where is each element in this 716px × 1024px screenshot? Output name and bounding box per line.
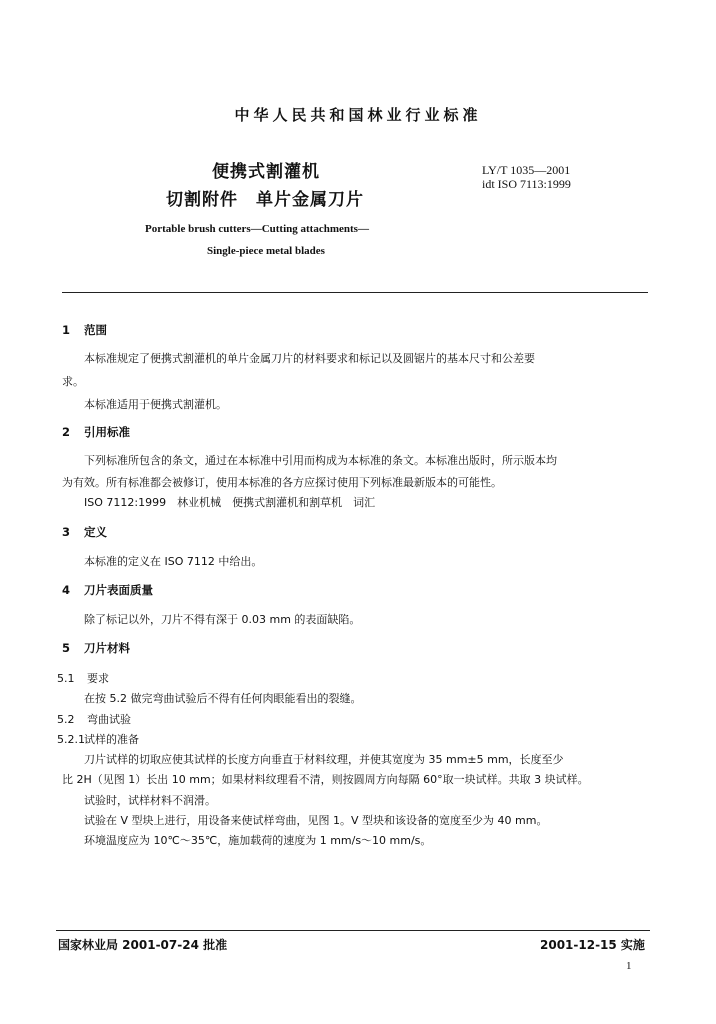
section-number: 1 [62, 323, 71, 337]
document-org-title: 中华人民共和国林业行业标准 [234, 106, 482, 124]
paragraph: 试验时，试样材料不润滑。 [84, 794, 216, 807]
paragraph: 刀片试样的切取应使其试样的长度方向垂直于材料纹理，并使其宽度为 35 mm±5 mm，长度至少 [84, 753, 564, 766]
subsection-title: 弯曲试验 [87, 713, 131, 726]
document-title-line1: 便携式割灌机 [212, 162, 320, 182]
section-number: 2 [62, 425, 71, 439]
paragraph: 下列标准所包含的条文，通过在本标准中引用而构成为本标准的条文。本标准出版时，所示版本均 [84, 454, 557, 467]
approval-date: 国家林业局 2001-07-24 批准 [58, 938, 228, 952]
section-number: 4 [62, 583, 71, 597]
subsection-5-1-heading [57, 670, 109, 686]
section-title: 定义 [84, 525, 107, 539]
section-1-heading [62, 322, 107, 338]
subsection-number: 5.2.1 [57, 733, 85, 746]
section-2-heading [62, 424, 130, 440]
subsection-number: 5.2 [57, 713, 75, 726]
subsection-5-2-heading [57, 711, 131, 727]
section-number: 3 [62, 525, 71, 539]
document-title-line2: 切割附件 单片金属刀片 [166, 190, 364, 210]
subsection-title: 试样的准备 [84, 733, 139, 746]
standard-number: LY/T 1035—2001 [482, 163, 571, 177]
paragraph: 试验在 V 型块上进行，用设备来使试样弯曲，见图 1。V 型块和该设备的宽度至少为 40 mm。 [84, 814, 548, 827]
paragraph: 为有效。所有标准都会被修订，使用本标准的各方应探讨使用下列标准最新版本的可能性。 [62, 476, 502, 489]
paragraph: 除了标记以外，刀片不得有深于 0.03 mm 的表面缺陷。 [84, 613, 361, 626]
standard-idt: idt ISO 7113:1999 [482, 177, 571, 191]
paragraph: 本标准的定义在 ISO 7112 中给出。 [84, 555, 263, 568]
paragraph: 比 2H（见图 1）长出 10 mm；如果材料纹理看不清，则按圆周方向每隔 60°取一块试样。共取 3 块试样。 [62, 773, 589, 786]
implementation-date: 2001-12-15 实施 [540, 938, 645, 952]
subsection-number: 5.1 [57, 672, 75, 685]
header-divider [62, 292, 648, 293]
section-3-heading [62, 524, 107, 540]
section-number: 5 [62, 641, 71, 655]
footer-divider [56, 930, 650, 931]
english-title-line1: Portable brush cutters—Cutting attachments— [145, 223, 369, 235]
section-title: 范围 [84, 323, 107, 337]
page-number: 1 [626, 960, 632, 972]
paragraph: 本标准规定了便携式割灌机的单片金属刀片的材料要求和标记以及圆锯片的基本尺寸和公差要 [84, 352, 535, 365]
section-5-heading [62, 640, 130, 656]
paragraph: 环境温度应为 10℃～35℃，施加载荷的速度为 1 mm/s～10 mm/s。 [84, 834, 432, 847]
section-4-heading [62, 582, 153, 598]
section-title: 引用标准 [84, 425, 130, 439]
paragraph: 本标准适用于便携式割灌机。 [84, 398, 227, 411]
section-title: 刀片表面质量 [84, 583, 153, 597]
subsection-title: 要求 [87, 672, 109, 685]
paragraph: 在按 5.2 做完弯曲试验后不得有任何肉眼能看出的裂缝。 [84, 692, 362, 705]
paragraph: 求。 [62, 375, 84, 388]
english-title-line2: Single-piece metal blades [207, 245, 325, 257]
section-title: 刀片材料 [84, 641, 130, 655]
reference-entry: ISO 7112:1999 林业机械 便携式割灌机和割草机 词汇 [84, 496, 376, 509]
subsection-5-2-1-heading [57, 731, 139, 747]
